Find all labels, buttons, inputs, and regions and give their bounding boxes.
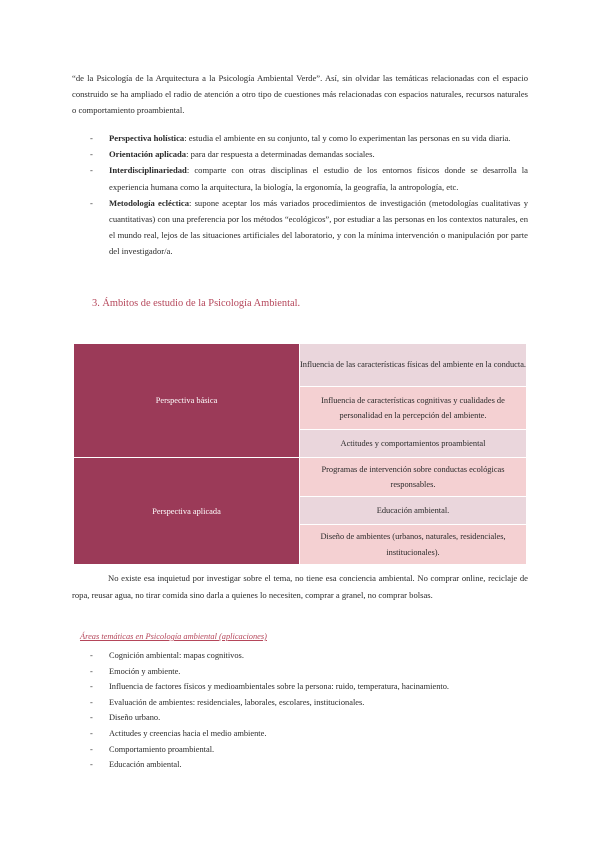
table-row [74, 344, 527, 387]
list-dash: - [90, 133, 93, 143]
list-dash: - [90, 197, 93, 208]
list-dash: - [90, 651, 93, 660]
list-dash: - [90, 165, 93, 176]
section-heading: 3. Ámbitos de estudio de la Psicología Ambiental. [92, 298, 301, 309]
list-item-text: : supone aceptar los más variados procedimientos de investigación (metodologías cualitativas y cuantitativas) con una preferencia por los métodos “ecológicos”, por estudiar a las personas en los contextos naturales, en el mundo real, lejos de las situaciones artificiales del laboratorio, y con la mínima intervención o manipulación por parte del investigador/a. [109, 197, 528, 257]
topics-list [90, 648, 528, 773]
list-item [90, 648, 528, 664]
list-dash: - [90, 697, 93, 707]
topic-text: Influencia de factores físicos y medioambientales sobre la persona: ruido, temperatura, hacinamiento. [109, 682, 449, 692]
topic-text: Diseño urbano. [109, 713, 161, 723]
topic-text: Actitudes y creencias hacia el medio ambiente. [109, 728, 267, 738]
table-cell: Diseño de ambientes (urbanos, naturales, residenciales, institucionales). [300, 525, 527, 565]
intro-paragraph: “de la Psicología de la Arquitectura a la Psicología Ambiental Verde”. Así, sin olvidar las temáticas relacionadas con el espacio construido se ha ampliado el radio de atención a otro tipo de cuestiones más relacionadas con espacios naturales, recursos naturales o comportamiento proambiental. [72, 73, 528, 116]
list-item [90, 679, 528, 695]
table-row [74, 458, 527, 497]
list-item [90, 757, 528, 773]
list-dash: - [90, 149, 93, 160]
group-cell-basic: Perspectiva básica [74, 344, 300, 458]
list-dash: - [90, 713, 93, 723]
list-item-text: : comparte con otras disciplinas el estudio de los entornos físicos donde se desarrolla la experiencia humana como la arquitectura, la biología, la ergonomía, la geografía, la antropología, etc. [109, 165, 528, 192]
table-cell: Influencia de las características físicas del ambiente en la conducta. [300, 344, 527, 387]
list-item [90, 726, 528, 742]
table-cell: Programas de intervención sobre conductas ecológicas responsables. [300, 458, 527, 497]
list-item-text: : estudia el ambiente en su conjunto, tal y como lo experimentan las personas en su vida diaria. [184, 133, 511, 143]
list-item [90, 195, 528, 260]
topic-text: Cognición ambiental: mapas cognitivos. [109, 651, 244, 660]
table-cell: Educación ambiental. [300, 497, 527, 525]
list-item [90, 146, 528, 162]
list-dash: - [90, 744, 93, 754]
topic-text: Emoción y ambiente. [109, 666, 181, 676]
list-item [90, 742, 528, 758]
table-cell: Actitudes y comportamientos proambiental [300, 430, 527, 458]
list-dash: - [90, 682, 93, 692]
list-item-text: : para dar respuesta a determinadas demandas sociales. [186, 149, 375, 160]
list-item-term: Interdisciplinariedad [109, 165, 187, 176]
list-item-term: Orientación aplicada [109, 149, 187, 160]
list-dash: - [90, 728, 93, 738]
topic-text: Comportamiento proambiental. [109, 744, 215, 754]
list-item-term: Metodología ecléctica [109, 197, 190, 208]
characteristics-list [90, 130, 528, 260]
list-dash: - [90, 760, 93, 770]
list-item [90, 710, 528, 726]
list-item [90, 162, 528, 194]
topics-heading: Áreas temáticas en Psicología ambiental (aplicaciones) [80, 632, 267, 641]
topic-text: Evaluación de ambientes: residenciales, laborales, escolares, institucionales. [109, 697, 365, 707]
list-item-term: Perspectiva holística [109, 133, 185, 143]
list-dash: - [90, 666, 93, 676]
scope-table [73, 343, 527, 565]
list-item [90, 664, 528, 680]
group-cell-applied: Perspectiva aplicada [74, 458, 300, 565]
topic-text: Educación ambiental. [109, 760, 182, 770]
list-item [90, 130, 528, 146]
closing-paragraph: No existe esa inquietud por investigar sobre el tema, no tiene esa conciencia ambiental. No comprar online, reciclaje de ropa, reusar agua, no tirar comida sino darla a quienes lo necesiten, comprar a granel, no comprar bolsas. [72, 573, 528, 601]
list-item [90, 695, 528, 711]
table-cell: Influencia de características cognitivas y cualidades de personalidad en la percepción del ambiente. [300, 387, 527, 430]
